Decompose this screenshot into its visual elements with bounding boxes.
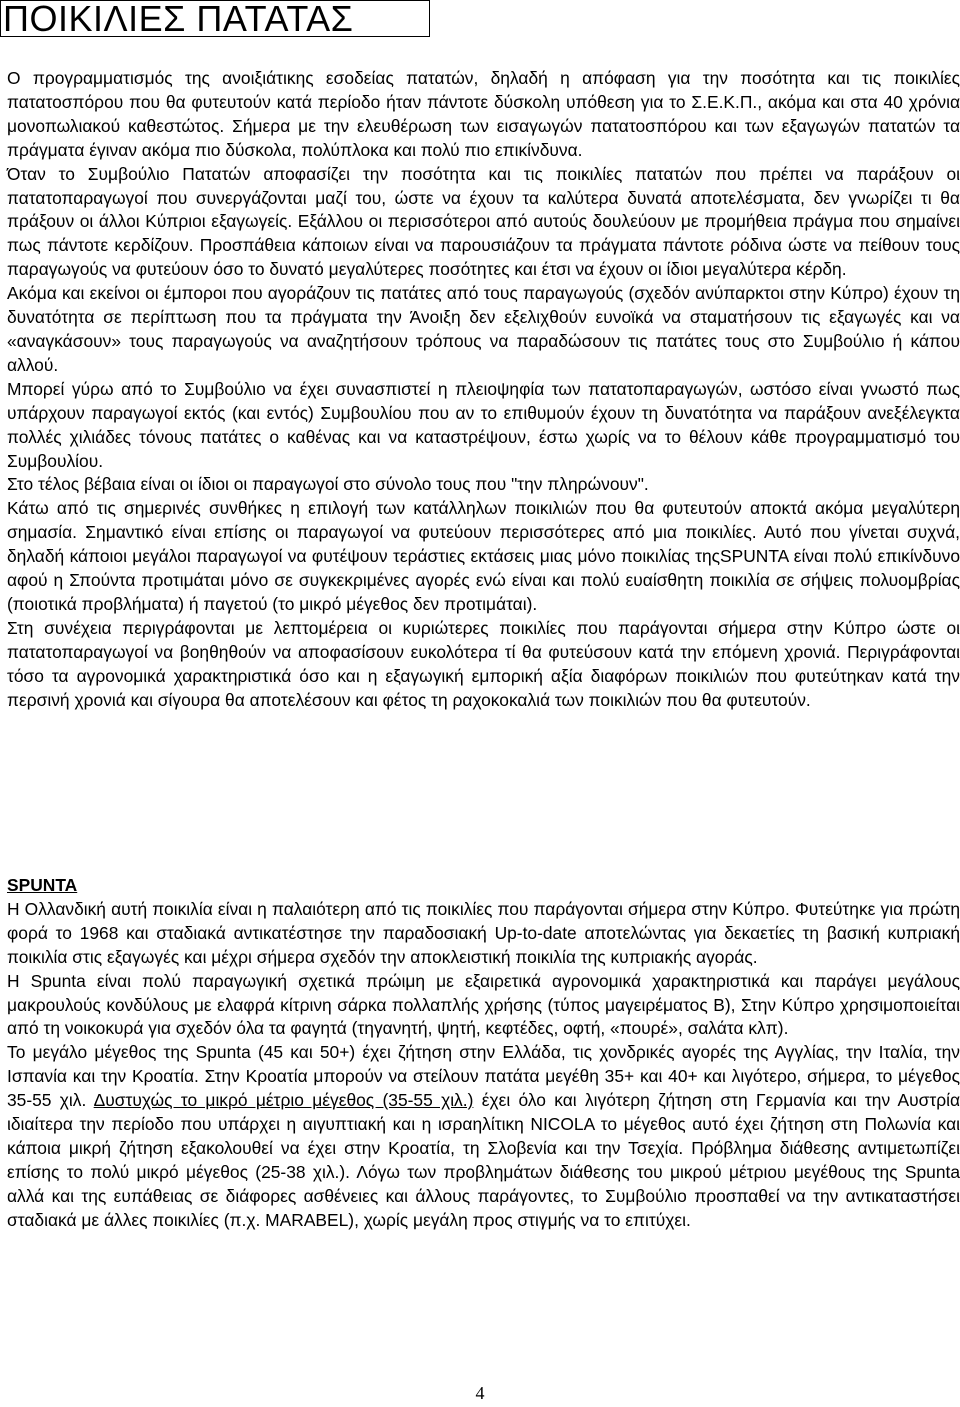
paragraph: Όταν το Συμβούλιο Πατατών αποφασίζει την ποσότητα και τις ποικιλίες πατατών που πρέπει να παράξουν οι πατατοπαραγωγοί που συνεργάζονται μαζί του, ώστε να έχουν τα καλύτερα δυνατά αποτελέσματα, δεν γνωρίζει τι θα πράξουν οι άλλοι Κύπριοι εξαγωγείς. Εξάλλου οι περισσότεροι από αυτούς δουλεύουν με προμήθεια πράγμα που σημαίνει πως πάντοτε κερδίζουν. Προσπάθεια κάποιων είναι να παρουσιάζουν τα πράγματα πάντοτε ρόδινα ώστε να πείθουν τους παραγωγούς να φυτεύουν όσο το δυνατό μεγαλύτερες ποσότητες και έτσι να έχουν οι ίδιοι μεγαλύτερα κέρδη. bbox=[7, 163, 960, 280]
page-title: ΠΟΙΚΙΛΙΕΣ ΠΑΤΑΤΑΣ bbox=[0, 0, 430, 37]
intro-section bbox=[7, 67, 960, 712]
section-heading-spunta: SPUNTA bbox=[7, 875, 78, 895]
paragraph bbox=[7, 1041, 960, 1232]
paragraph: Στη συνέχεια περιγράφονται με λεπτομέρεια οι κυριώτερες ποικιλίες που παράγονται σήμερα στην Κύπρο ώστε οι πατατοπαραγωγοί να βοηθηθούν να αποφασίσουν ευκολότερα τί θα φυτεύσουν κατά την επόμενη χρονιά. Περιγράφονται τόσο τα αγρονομικά χαρακτηριστικά όσο και η εξαγωγική εμπορική αξία διαφόρων ποικιλιών που φυτεύτηκαν κατά την περσινή χρονιά και σίγουρα θα αποτελέσουν και φέτος τη ραχοκοκαλιά των ποικιλιών που θα φυτευτούν. bbox=[7, 617, 960, 710]
paragraph: Η Spunta είναι πολύ παραγωγική σχετικά πρώιμη με εξαιρετικά αγρονομικά χαρακτηριστικά και παράγει μεγάλους μακρουλούς κονδύλους με ελαφρά κίτρινη σάρκα πολλαπλής χρήσης (τύπος μαγειρέματος Β), Στην Κύπρο χρησιμοποιείται από τη νοικοκυρά για σχεδόν όλα τα φαγητά (τηγανητή, ψητή, κεφτέδες, οφτή, «πουρέ», σαλάτα κλπ). bbox=[7, 970, 960, 1039]
paragraph: Ακόμα και εκείνοι οι έμποροι που αγοράζουν τις πατάτες από τους παραγωγούς (σχεδόν ανύπαρκτοι στην Κύπρο) έχουν τη δυνατότητα σε περίπτωση που τα πράγματα την Άνοιξη δεν εξελιχθούν ευνοϊκά να σταματήσουν τις εξαγωγές και να «αναγκάσουν» τους παραγωγούς να αναζητήσουν τρόπους να παραδώσουν τις πατάτες τους στο Συμβούλιο ή κάπου αλλού. bbox=[7, 283, 960, 375]
paragraph: Ο προγραμματισμός της ανοιξιάτικης εσοδείας πατατών, δηλαδή η απόφαση για την ποσότητα και τις ποικιλίες πατατοσπόρου που θα φυτευτούν κατά περίοδο ήταν πάντοτε δύσκολη υπόθεση για το Σ.Ε.Κ.Π., ακόμα και στα 40 χρόνια μονοπωλιακού καθεστώτος. Σήμερα με την ελευθέρωση των εισαγωγών πατατοσπόρου και των εξαγωγών πατατών τα πράγματα έγιναν ακόμα πιο δύσκολα, πολύπλοκα και πολύ πιο επικίνδυνα. bbox=[7, 68, 960, 160]
underlined-text: Δυστυχώς το μικρό μέτριο μέγεθος (35-55 χιλ.) bbox=[93, 1090, 474, 1111]
paragraph: Μπορεί γύρω από το Συμβούλιο να έχει συνασπιστεί η πλειοψηφία των πατατοπαραγωγών, ωστόσο είναι γνωστό πως υπάρχουν παραγωγοί εκτός (και εντός) Συμβουλίου που αν το επιθυμούν έχουν τη δυνατότητα να παράξουν ανεξέλεγκτα πολλές χιλιάδες τόνους πατάτες ο καθένας και να καταστρέψουν, έστω χωρίς να το θέλουν κάθε προγραμματισμό του Συμβουλίου. bbox=[7, 378, 960, 471]
paragraph: Στο τέλος βέβαια είναι οι ίδιοι οι παραγωγοί στο σύνολο τους που "την πληρώνουν". bbox=[7, 474, 649, 495]
paragraph: Η Ολλανδική αυτή ποικιλία είναι η παλαιότερη από τις ποικιλίες που παράγονται σήμερα στην Κύπρο. Φυτεύτηκε για πρώτη φορά το 1968 και σταδιακά αντικατέστησε την παραδοσιακή Up-to-date αποτελώντας για δεκαετίες τη βασική κυπριακή ποικιλία στις εξαγωγές και μέχρι σήμερα σχεδόν την αποκλειστική ποικιλία της κυπριακής αγοράς. bbox=[7, 898, 960, 967]
paragraph-text: Το μεγάλο μέγεθος της Spunta (45 και 50+) έχει ζήτηση στην Ελλάδα, τις χονδρικές αγορές της Αγγλίας, την Ιταλία, την Ισπανία και την Κροατία. Στην Κροατία μπορούν να στείλουν πατάτα μεγέθη 35+ και 40+ και λιγότερο, σήμερα, το μέγεθος 35-55 χιλ. bbox=[7, 1042, 960, 1111]
page-number: 4 bbox=[475, 1383, 485, 1403]
spunta-section bbox=[7, 874, 960, 1233]
paragraph: Κάτω από τις σημερινές συνθήκες η επιλογή των κατάλληλων ποικιλιών που θα φυτευτούν αποκτά ακόμα μεγαλύτερη σημασία. Σημαντικό είναι επίσης οι παραγωγοί να φυτεύουν περισσότερες από μια ποικιλίες. Αυτό που γίνεται συχνά, δηλαδή κάποιοι μεγάλοι παραγωγοί να φυτέψουν τεράστιες εκτάσεις μιας μόνο ποικιλίας τηςSPUNTA είναι πολύ επικίνδυνο αφού η Σπούντα προτιμάται μόνο σε συγκεκριμένες αγορές ενώ είναι και πολύ ευαίσθητη ποικιλία σε σήψεις πολυομβρίας (ποιοτικά προβλήματα) ή παγετού (το μικρό μέγεθος δεν προτιμάται). bbox=[7, 498, 960, 614]
paragraph-text: έχει όλο και λιγότερη ζήτηση στη Γερμανία και την Αυστρία ιδιαίτερα την περίοδο που υπάρχει η αιγυπτιακή και η ισραηλίτικη NICOLA το μέγεθος αυτό έχει ζήτηση στη Πολωνία και κάποια μικρή ζήτηση εξακολουθεί να έχει στην Κροατία, τη Σλοβενία και την Τσεχία. Πρόβλημα διάθεσης αντιμετωπίζει επίσης το πολύ μικρό μέγεθος (25-38 χιλ.). Λόγω των προβλημάτων διάθεσης του μικρού μέτριου μεγέθους της Spunta αλλά και της ευπάθειας σε διάφορες ασθένειες και άλλους παράγοντες, το Συμβούλιο προσπαθεί να την αντικαταστήσει σταδιακά με άλλες ποικιλίες (π.χ. MARABEL), χωρίς μεγάλη προς στιγμής να το επιτύχει. bbox=[7, 1090, 960, 1230]
